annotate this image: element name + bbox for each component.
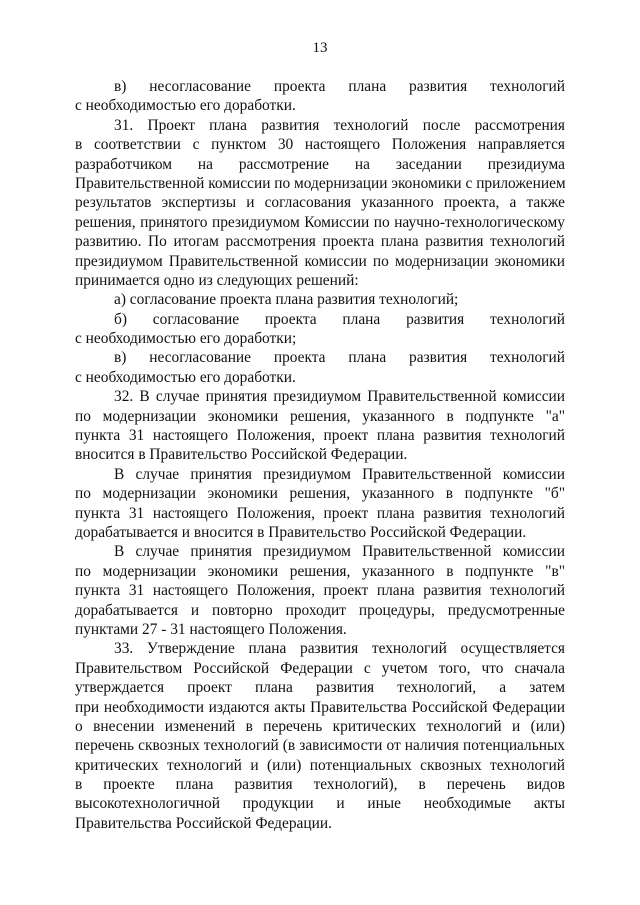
text-line: Правительственной комиссии по модернизации экономики с приложением (75, 174, 566, 192)
text-line: пункта 31 настоящего Положения, проект плана развития технологий (75, 427, 565, 445)
text-line: вносится в Правительство Российской Федерации. (75, 446, 408, 464)
text-line: Правительства Российской Федерации. (75, 814, 332, 832)
text-line: В случае принятия президиумом Правительственной комиссии (114, 465, 565, 483)
text-line: по модернизации экономики решения, указанного в подпункте "в" (75, 562, 565, 580)
text-line: высокотехнологичной продукции и иные необходимые акты (75, 795, 565, 813)
text-line: о внесении изменений в перечень критических технологий и (или) (75, 717, 565, 735)
text-line: принимается одно из следующих решений: (75, 271, 359, 289)
paragraph (75, 290, 565, 309)
paragraph (75, 542, 565, 639)
text-line: решения, принятого президиумом Комиссии по научно-технологическому (75, 213, 565, 231)
text-line: президиумом Правительственной комиссии по модернизации экономики (75, 252, 565, 270)
paragraph (75, 116, 565, 291)
paragraph (75, 348, 565, 387)
text-line: по модернизации экономики решения, указанного в подпункте "б" (75, 485, 565, 503)
text-line: развитию. По итогам рассмотрения проекта плана развития технологий (75, 233, 565, 251)
text-line: по модернизации экономики решения, указанного в подпункте "а" (75, 407, 565, 425)
text-line: в) несогласование проекта плана развития технологий (114, 349, 565, 367)
text-line: критических технологий и (или) потенциальных сквозных технологий (75, 756, 565, 774)
paragraph (75, 465, 565, 543)
text-line: а) согласование проекта плана развития технологий; (114, 291, 459, 309)
text-line: б) согласование проекта плана развития технологий (114, 310, 565, 328)
text-line: разработчиком на рассмотрение на заседании президиума (75, 155, 565, 173)
document-body (75, 77, 565, 833)
text-line: Правительством Российской Федерации с учетом того, что сначала (75, 659, 565, 677)
text-line: результатов экспертизы и согласования указанного проекта, а также (75, 194, 565, 212)
page-number: 13 (312, 40, 328, 56)
text-line: дорабатывается и повторно проходит процедуры, предусмотренные (75, 601, 565, 619)
text-line: в проекте плана развития технологий), в перечень видов (75, 776, 565, 794)
text-line: 32. В случае принятия президиумом Правительственной комиссии (114, 388, 565, 406)
text-line: с необходимостью его доработки; (75, 330, 297, 348)
text-line: в соответствии с пунктом 30 настоящего Положения направляется (75, 136, 565, 154)
paragraph (75, 310, 565, 349)
text-line: 31. Проект плана развития технологий после рассмотрения (114, 116, 565, 134)
text-line: пункта 31 настоящего Положения, проект плана развития технологий (75, 504, 565, 522)
text-line: при необходимости издаются акты Правительства Российской Федерации (75, 698, 565, 716)
text-line: пунктами 27 - 31 настоящего Положения. (75, 620, 347, 638)
paragraph (75, 639, 565, 833)
text-line: 33. Утверждение плана развития технологий осуществляется (114, 640, 565, 658)
text-line: утверждается проект плана развития технологий, а затем (75, 679, 565, 697)
text-line: В случае принятия президиумом Правительственной комиссии (114, 543, 565, 561)
text-line: дорабатывается и вносится в Правительство Российской Федерации. (75, 523, 527, 541)
text-line: пункта 31 настоящего Положения, проект плана развития технологий (75, 582, 565, 600)
paragraph (75, 387, 565, 465)
text-line: в) несогласование проекта плана развития технологий (114, 78, 565, 95)
paragraph (75, 77, 565, 116)
text-line: перечень сквозных технологий (в зависимости от наличия потенциальных (75, 737, 565, 755)
text-line: с необходимостью его доработки. (75, 368, 296, 386)
text-line: с необходимостью его доработки. (75, 97, 296, 115)
